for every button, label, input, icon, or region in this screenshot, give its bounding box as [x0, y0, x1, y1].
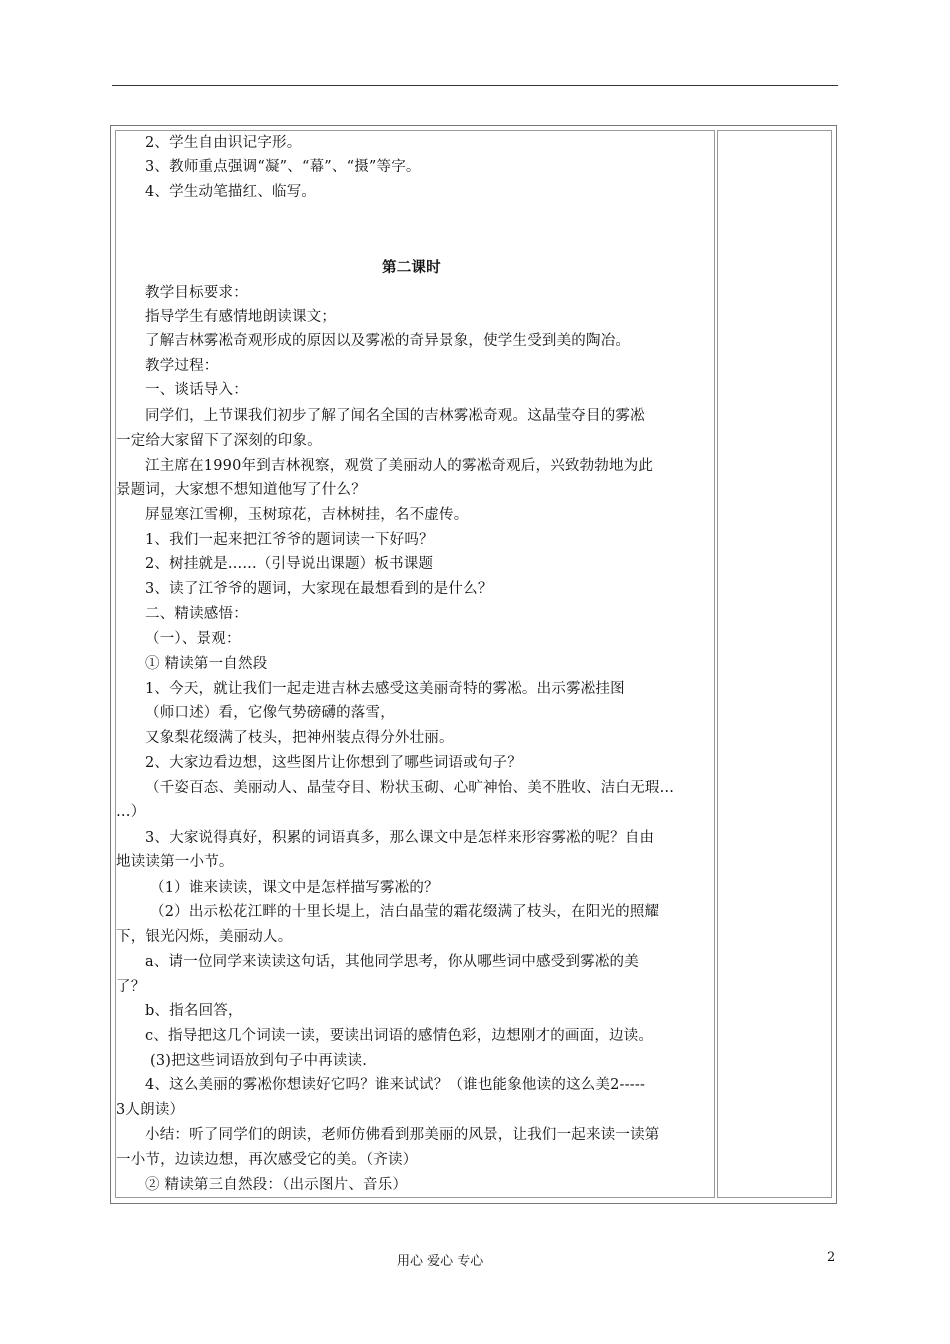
text-line: 下，银光闪烁，美丽动人。: [116, 929, 293, 945]
notes-column: [717, 130, 832, 1198]
text-line: （2）出示松花江畔的十里长堤上，洁白晶莹的霜花缀满了枝头，在阳光的照耀: [150, 904, 660, 920]
text-line: 小结：听了同学们的朗读，老师仿佛看到那美丽的风景，让我们一起来读一读第: [145, 1127, 660, 1143]
text-line: （1）谁来读读，课文中是怎样描写雾凇的？: [150, 880, 439, 896]
text-line: 4、学生动笔描红、临写。: [145, 184, 317, 200]
text-line: 2、树挂就是......（引导说出课题）板书课题: [145, 556, 434, 572]
text-line: 地读读第一小节。: [116, 854, 234, 870]
text-line: 了解吉林雾凇奇观形成的原因以及雾凇的奇异景象，使学生受到美的陶冶。: [145, 333, 631, 349]
text-line: 教学过程：: [145, 358, 219, 374]
text-line: 一定给大家留下了深刻的印象。: [116, 433, 322, 449]
text-line: ② 精读第三自然段：（出示图片、音乐）: [145, 1177, 408, 1193]
text-line: …）: [116, 804, 146, 820]
text-line: 又象梨花缀满了枝头，把神州装点得分外壮丽。: [145, 730, 454, 746]
text-line: 二、精读感悟：: [145, 606, 248, 622]
text-line: 教学目标要求：: [145, 285, 248, 301]
text-line: 3、读了江爷爷的题词，大家现在最想看到的是什么？: [145, 581, 493, 597]
text-line: 江主席在1990年到吉林视察，观赏了美丽动人的雾凇奇观后，兴致勃勃地为此: [145, 458, 654, 474]
text-line: ① 精读第一自然段: [145, 656, 268, 672]
footer-motto: 用心 爱心 专心: [397, 1254, 484, 1269]
text-line: 3、教师重点强调“凝”、“幕”、“摄”等字。: [145, 159, 421, 175]
text-line: 指导学生有感情地朗读课文；: [145, 309, 337, 325]
text-line: 3人朗读）: [116, 1102, 185, 1118]
text-line: （师口述）看，它像气势磅礴的落雪，: [145, 705, 395, 721]
text-line: 1、今天，就让我们一起走进吉林去感受这美丽奇特的雾凇。出示雾凇挂图: [145, 681, 625, 697]
text-line: 屏显寒江雪柳，玉树琼花，吉林树挂，名不虚传。: [145, 507, 469, 523]
text-line: a、请一位同学来读读这句话，其他同学思考，你从哪些词中感受到雾凇的美: [145, 954, 639, 970]
text-line: 同学们，上节课我们初步了解了闻名全国的吉林雾凇奇观。这晶莹夺目的雾凇: [145, 408, 645, 424]
text-line: 2、大家边看边想，这些图片让你想到了哪些词语或句子？: [145, 755, 522, 771]
page-number: 2: [827, 1250, 836, 1265]
text-line: 景题词，大家想不想知道他写了什么？: [116, 482, 366, 498]
text-line: （一）、景观：: [145, 631, 241, 647]
text-line: 4、这么美丽的雾凇你想读好它吗？谁来试试？（谁也能象他读的这么美2-----: [145, 1077, 646, 1093]
text-line: c、指导把这几个词读一读，要读出词语的感情色彩，边想刚才的画面，边读。: [145, 1028, 654, 1044]
text-line: 了？: [116, 979, 146, 995]
text-line: b、指名回答，: [145, 1003, 243, 1019]
section-title: 第二课时: [382, 259, 441, 276]
text-line: 3、大家说得真好，积累的词语真多，那么课文中是怎样来形容雾凇的呢？自由: [145, 830, 655, 846]
text-line: 1、我们一起来把江爷爷的题词读一下好吗？: [145, 532, 434, 548]
text-line: （千姿百态、美丽动人、晶莹夺目、粉状玉砌、心旷神怡、美不胜收、洁白无瑕…: [145, 780, 675, 796]
text-line: 2、学生自由识记字形。: [145, 135, 302, 151]
text-line: 一、谈话导入：: [145, 382, 248, 398]
text-line: (3)把这些词语放到句子中再读读.: [150, 1053, 368, 1069]
text-line: 一小节，边读边想，再次感受它的美。（齐读）: [116, 1152, 418, 1168]
header-rule: [112, 85, 838, 86]
